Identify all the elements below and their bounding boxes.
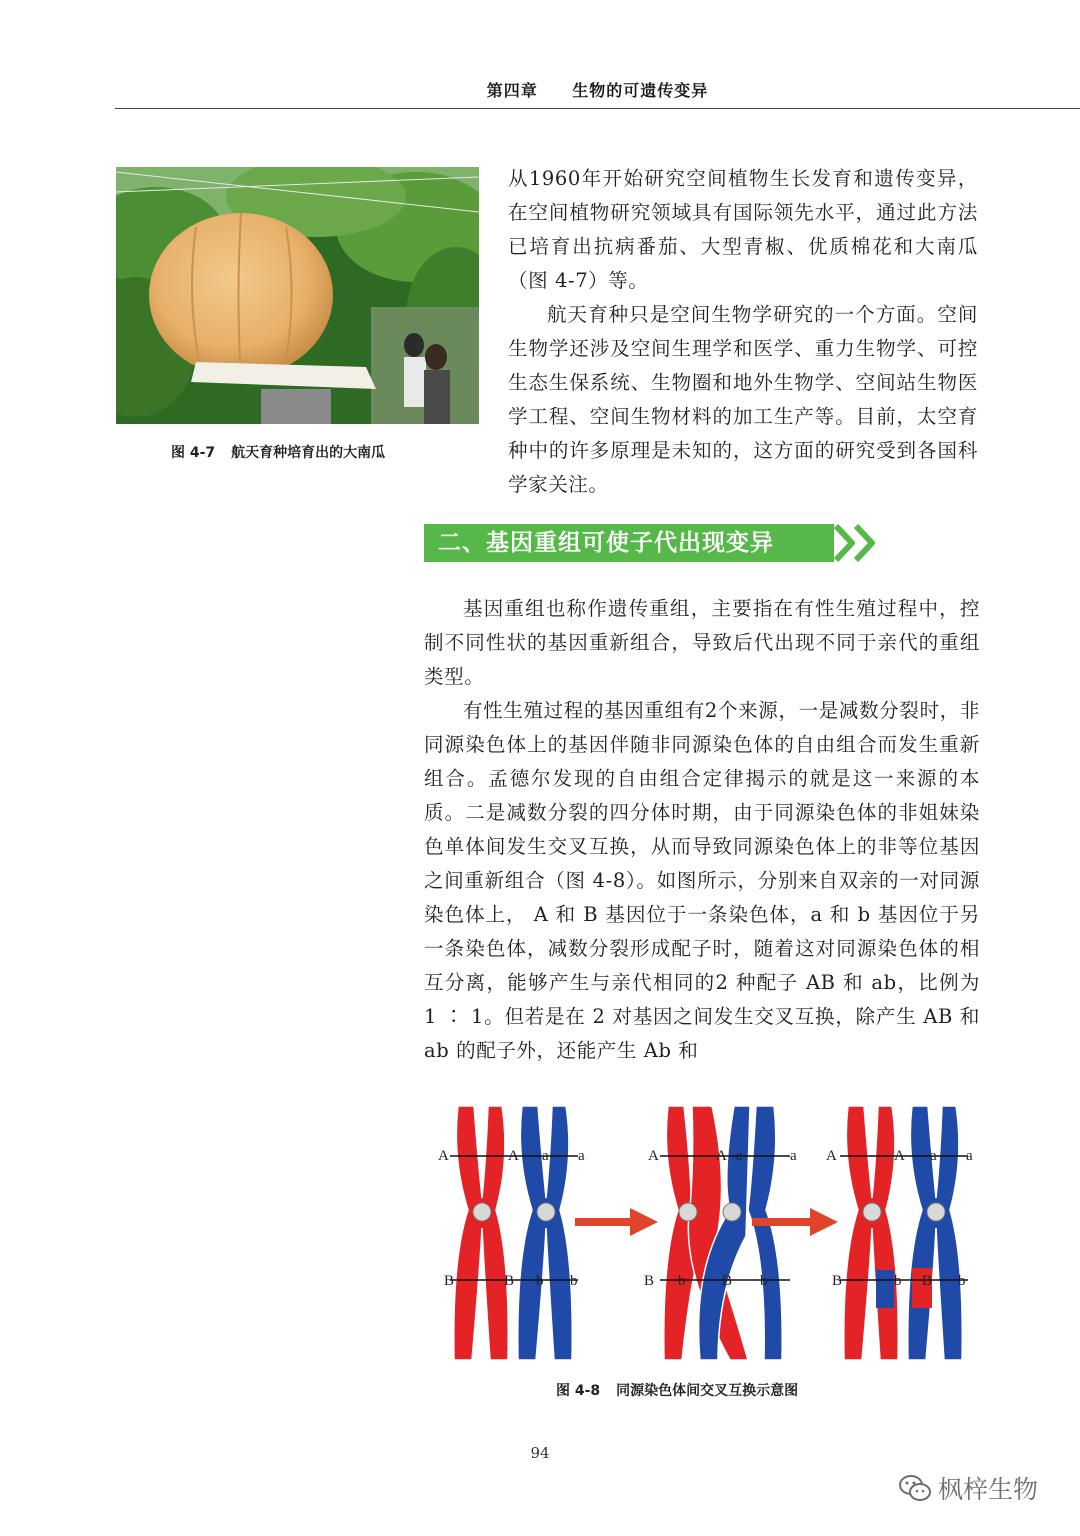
- paragraph: 从1960年开始研究空间植物生长发育和遗传变异，在空间植物研究领域具有国际领先水平，通过此方法已培育出抗病番茄、大型青椒、优质棉花和大南瓜（图 4-7）等。: [508, 167, 978, 292]
- chromosome-pair-crossing: [644, 1106, 797, 1360]
- section-title: 二、基因重组可使子代出现变异: [424, 524, 834, 562]
- chromosome-pair-after: [826, 1106, 973, 1360]
- arrow-icon: [575, 1208, 658, 1236]
- watermark-text: 枫梓生物: [938, 1475, 1039, 1504]
- gene-label: b: [958, 1273, 966, 1289]
- gene-label: B: [444, 1273, 455, 1289]
- top-text: [508, 162, 978, 502]
- gene-label: B: [722, 1273, 733, 1289]
- gene-label: a: [542, 1148, 549, 1164]
- pumpkin-photo: [116, 167, 479, 424]
- gene-label: b: [894, 1273, 902, 1289]
- gene-label: A: [438, 1148, 449, 1164]
- paragraph: 基因重组也称作遗传重组，主要指在有性生殖过程中，控制不同性状的基因重新组合，导致后代出现不同于亲代的重组类型。: [424, 597, 980, 688]
- gene-label: B: [922, 1273, 933, 1289]
- gene-label: a: [930, 1148, 937, 1164]
- figure-number: 图 4-7: [171, 445, 216, 461]
- double-chevron-icon: [834, 524, 886, 562]
- figure-number: 图 4-8: [556, 1383, 601, 1399]
- gene-label: A: [826, 1148, 837, 1164]
- section-heading: [424, 524, 880, 562]
- gene-label: b: [536, 1273, 544, 1289]
- running-header: [115, 78, 1080, 109]
- chromosome-pair-before: [438, 1106, 585, 1360]
- main-text: [424, 592, 980, 1068]
- page-number: 94: [530, 1444, 550, 1462]
- paragraph: 航天育种只是空间生物学研究的一个方面。空间生物学还涉及空间生理学和医学、重力生物学、可控生态生保系统、生物圈和地外生物学、空间站生物医学工程、空间生物材料的加工生产等。目前，太空育种中的许多原理是未知的，这方面的研究受到各国科学家关注。: [508, 303, 978, 496]
- gene-label: b: [678, 1273, 686, 1289]
- figure-caption-text: 航天育种培育出的大南瓜: [231, 445, 386, 461]
- figure-4-7-caption: [171, 442, 385, 462]
- gene-label: b: [760, 1273, 768, 1289]
- gene-label: B: [644, 1273, 655, 1289]
- gene-label: A: [716, 1148, 727, 1164]
- watermark: [898, 1470, 1038, 1506]
- wechat-icon: [898, 1473, 932, 1503]
- chapter-number: 第四章: [486, 81, 538, 100]
- gene-label: A: [508, 1148, 519, 1164]
- gene-label: b: [570, 1273, 578, 1289]
- gene-label: a: [966, 1148, 973, 1164]
- gene-label: a: [790, 1148, 797, 1164]
- gene-label: a: [736, 1148, 743, 1164]
- gene-label: B: [504, 1273, 515, 1289]
- figure-4-8-caption: [556, 1380, 798, 1400]
- paragraph: 有性生殖过程的基因重组有2个来源，一是减数分裂时，非同源染色体上的基因伴随非同源染色体的自由组合而发生重新组合。孟德尔发现的自由组合定律揭示的就是这一来源的本质。二是减数分裂的四分体时期，由于同源染色体的非姐妹染色单体间发生交叉互换，从而导致同源染色体上的非等位基因之间重新组合（图 4-8）。如图所示，分别来自双亲的一对同源染色体上， A 和 B 基因位于一条染色体，a 和 b 基因位于另一条染色体，减数分裂形成配子时，随着这对同源染色体的相互分离，能够产生与亲代相同的2 种配子 AB 和 ab，比例为 1 ∶ 1。但若是在 2 对基因之间发生交叉互换，除产生 AB 和 ab 的配子外，还能产生 Ab 和: [424, 699, 980, 1062]
- gene-label: a: [578, 1148, 585, 1164]
- gene-label: A: [894, 1148, 905, 1164]
- chapter-title: 生物的可遗传变异: [572, 81, 709, 100]
- gene-label: A: [648, 1148, 659, 1164]
- crossover-diagram: [430, 1098, 990, 1370]
- figure-caption-text: 同源染色体间交叉互换示意图: [616, 1383, 799, 1399]
- gene-label: B: [832, 1273, 843, 1289]
